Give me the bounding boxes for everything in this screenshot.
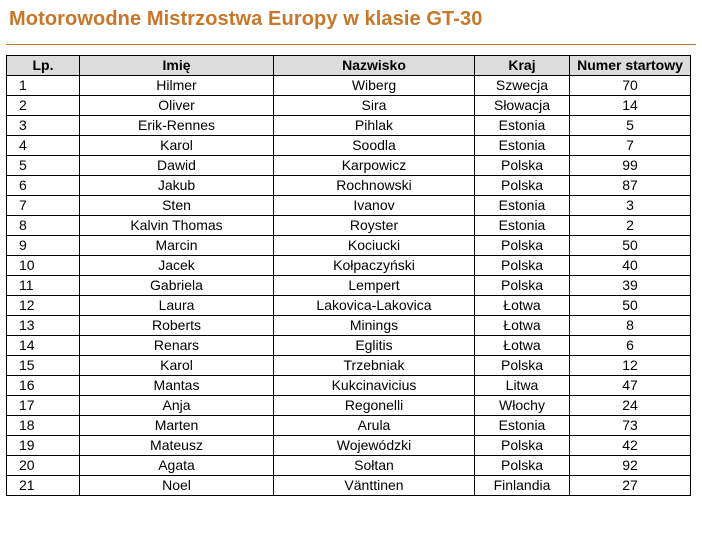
- table-body: [7, 76, 691, 496]
- cell-numer-startowy: 39: [570, 276, 691, 296]
- cell-kraj: Litwa: [475, 376, 570, 396]
- table-row: [7, 176, 691, 196]
- cell-lp: 5: [7, 156, 80, 176]
- cell-kraj: Estonia: [475, 196, 570, 216]
- cell-imie: Marten: [80, 416, 274, 436]
- table-row: [7, 296, 691, 316]
- cell-kraj: Estonia: [475, 416, 570, 436]
- cell-kraj: Polska: [475, 456, 570, 476]
- table-row: [7, 216, 691, 236]
- cell-numer-startowy: 50: [570, 236, 691, 256]
- cell-lp: 19: [7, 436, 80, 456]
- cell-lp: 14: [7, 336, 80, 356]
- cell-lp: 17: [7, 396, 80, 416]
- cell-numer-startowy: 42: [570, 436, 691, 456]
- cell-imie: Jacek: [80, 256, 274, 276]
- title-underline: [6, 44, 696, 45]
- table-row: [7, 436, 691, 456]
- cell-imie: Laura: [80, 296, 274, 316]
- table-row: [7, 116, 691, 136]
- cell-imie: Mateusz: [80, 436, 274, 456]
- cell-imie: Karol: [80, 136, 274, 156]
- cell-imie: Dawid: [80, 156, 274, 176]
- table-row: [7, 256, 691, 276]
- cell-imie: Sten: [80, 196, 274, 216]
- table-row: [7, 156, 691, 176]
- table-row: [7, 476, 691, 496]
- cell-nazwisko: Eglitis: [274, 336, 475, 356]
- cell-numer-startowy: 14: [570, 96, 691, 116]
- table-row: [7, 336, 691, 356]
- header-imie: Imię: [80, 56, 274, 76]
- cell-lp: 21: [7, 476, 80, 496]
- table-row: [7, 96, 691, 116]
- cell-imie: Hilmer: [80, 76, 274, 96]
- cell-nazwisko: Ivanov: [274, 196, 475, 216]
- cell-nazwisko: Minings: [274, 316, 475, 336]
- cell-nazwisko: Kołpaczyński: [274, 256, 475, 276]
- cell-kraj: Polska: [475, 436, 570, 456]
- cell-kraj: Finlandia: [475, 476, 570, 496]
- cell-lp: 4: [7, 136, 80, 156]
- cell-lp: 7: [7, 196, 80, 216]
- cell-numer-startowy: 6: [570, 336, 691, 356]
- cell-imie: Karol: [80, 356, 274, 376]
- cell-kraj: Łotwa: [475, 296, 570, 316]
- cell-nazwisko: Trzebniak: [274, 356, 475, 376]
- header-nazwisko: Nazwisko: [274, 56, 475, 76]
- cell-lp: 9: [7, 236, 80, 256]
- table-row: [7, 396, 691, 416]
- cell-kraj: Polska: [475, 176, 570, 196]
- cell-kraj: Polska: [475, 356, 570, 376]
- cell-kraj: Słowacja: [475, 96, 570, 116]
- cell-nazwisko: Rochnowski: [274, 176, 475, 196]
- cell-lp: 1: [7, 76, 80, 96]
- cell-numer-startowy: 3: [570, 196, 691, 216]
- cell-numer-startowy: 40: [570, 256, 691, 276]
- cell-kraj: Estonia: [475, 216, 570, 236]
- cell-numer-startowy: 12: [570, 356, 691, 376]
- cell-nazwisko: Sołtan: [274, 456, 475, 476]
- cell-nazwisko: Kociucki: [274, 236, 475, 256]
- cell-kraj: Łotwa: [475, 336, 570, 356]
- cell-numer-startowy: 47: [570, 376, 691, 396]
- cell-lp: 20: [7, 456, 80, 476]
- cell-kraj: Włochy: [475, 396, 570, 416]
- cell-imie: Roberts: [80, 316, 274, 336]
- cell-kraj: Szwecja: [475, 76, 570, 96]
- cell-imie: Agata: [80, 456, 274, 476]
- cell-imie: Mantas: [80, 376, 274, 396]
- cell-imie: Noel: [80, 476, 274, 496]
- cell-imie: Erik-Rennes: [80, 116, 274, 136]
- cell-lp: 10: [7, 256, 80, 276]
- cell-numer-startowy: 70: [570, 76, 691, 96]
- cell-imie: Marcin: [80, 236, 274, 256]
- cell-nazwisko: Sira: [274, 96, 475, 116]
- cell-kraj: Polska: [475, 156, 570, 176]
- cell-imie: Gabriela: [80, 276, 274, 296]
- table-header-row: [7, 56, 691, 76]
- cell-lp: 3: [7, 116, 80, 136]
- cell-kraj: Polska: [475, 256, 570, 276]
- cell-nazwisko: Karpowicz: [274, 156, 475, 176]
- header-lp: Lp.: [7, 56, 80, 76]
- cell-lp: 11: [7, 276, 80, 296]
- table-row: [7, 416, 691, 436]
- cell-nazwisko: Royster: [274, 216, 475, 236]
- table-row: [7, 236, 691, 256]
- header-numer-startowy: Numer startowy: [570, 56, 691, 76]
- cell-nazwisko: Arula: [274, 416, 475, 436]
- table-row: [7, 276, 691, 296]
- cell-numer-startowy: 2: [570, 216, 691, 236]
- cell-imie: Kalvin Thomas: [80, 216, 274, 236]
- results-table: [6, 55, 691, 496]
- table-row: [7, 76, 691, 96]
- cell-nazwisko: Wojewódzki: [274, 436, 475, 456]
- cell-numer-startowy: 87: [570, 176, 691, 196]
- table-row: [7, 316, 691, 336]
- cell-numer-startowy: 7: [570, 136, 691, 156]
- cell-nazwisko: Soodla: [274, 136, 475, 156]
- table-row: [7, 376, 691, 396]
- cell-lp: 12: [7, 296, 80, 316]
- cell-nazwisko: Vänttinen: [274, 476, 475, 496]
- cell-nazwisko: Lakovica-Lakovica: [274, 296, 475, 316]
- cell-imie: Oliver: [80, 96, 274, 116]
- cell-lp: 2: [7, 96, 80, 116]
- cell-numer-startowy: 5: [570, 116, 691, 136]
- cell-kraj: Łotwa: [475, 316, 570, 336]
- table-row: [7, 356, 691, 376]
- cell-numer-startowy: 8: [570, 316, 691, 336]
- cell-nazwisko: Regonelli: [274, 396, 475, 416]
- cell-lp: 6: [7, 176, 80, 196]
- cell-lp: 15: [7, 356, 80, 376]
- cell-kraj: Estonia: [475, 136, 570, 156]
- cell-numer-startowy: 92: [570, 456, 691, 476]
- cell-nazwisko: Lempert: [274, 276, 475, 296]
- cell-lp: 18: [7, 416, 80, 436]
- cell-numer-startowy: 73: [570, 416, 691, 436]
- cell-lp: 16: [7, 376, 80, 396]
- header-kraj: Kraj: [475, 56, 570, 76]
- cell-numer-startowy: 99: [570, 156, 691, 176]
- page-title: Motorowodne Mistrzostwa Europy w klasie GT-30: [9, 8, 483, 30]
- table-row: [7, 136, 691, 156]
- cell-imie: Anja: [80, 396, 274, 416]
- cell-lp: 8: [7, 216, 80, 236]
- table-row: [7, 196, 691, 216]
- cell-nazwisko: Kukcinavicius: [274, 376, 475, 396]
- cell-kraj: Estonia: [475, 116, 570, 136]
- cell-numer-startowy: 50: [570, 296, 691, 316]
- cell-nazwisko: Wiberg: [274, 76, 475, 96]
- cell-kraj: Polska: [475, 236, 570, 256]
- cell-imie: Renars: [80, 336, 274, 356]
- cell-kraj: Polska: [475, 276, 570, 296]
- table-row: [7, 456, 691, 476]
- cell-numer-startowy: 27: [570, 476, 691, 496]
- cell-numer-startowy: 24: [570, 396, 691, 416]
- cell-imie: Jakub: [80, 176, 274, 196]
- cell-nazwisko: Pihlak: [274, 116, 475, 136]
- cell-lp: 13: [7, 316, 80, 336]
